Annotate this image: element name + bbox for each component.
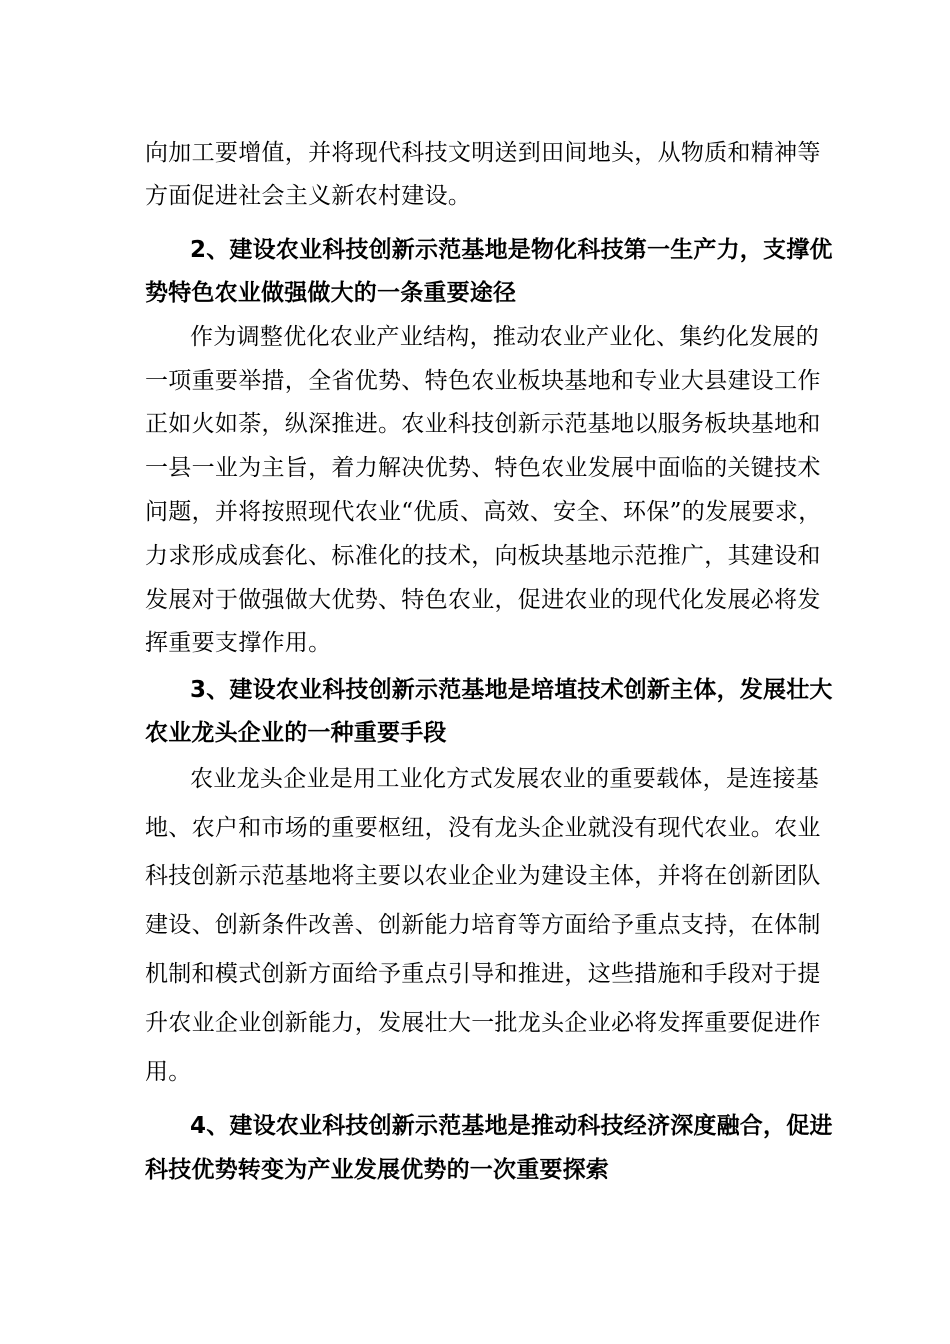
- section-2-body-line-1: 作为调整优化农业产业结构，推动农业产业化、集约化发展的: [190, 324, 820, 350]
- section-3-body-line-5: 机制和模式创新方面给予重点引导和推进，这些措施和手段对于提: [145, 961, 821, 987]
- section-3-body-line-3: 科技创新示范基地将主要以农业企业为建设主体，并将在创新团队: [145, 863, 821, 889]
- intro-line-1: 向加工要增值，并将现代科技文明送到田间地头，从物质和精神等: [145, 140, 821, 166]
- intro-line-2: 方面促进社会主义新农村建设。: [145, 183, 472, 209]
- section-4-heading-line-1: 4、建设农业科技创新示范基地是推动科技经济深度融合，促进: [190, 1113, 833, 1139]
- section-3-heading-line-2: 农业龙头企业的一种重要手段: [145, 720, 447, 746]
- section-2-body-line-2: 一项重要举措，全省优势、特色农业板块基地和专业大县建设工作: [145, 368, 821, 394]
- section-2-body-line-3: 正如火如荼，纵深推进。农业科技创新示范基地以服务板块基地和: [145, 411, 821, 437]
- section-2-body-line-8: 挥重要支撑作用。: [145, 630, 332, 656]
- section-2-heading-line-2: 势特色农业做强做大的一条重要途径: [145, 280, 517, 306]
- section-3-body-line-4: 建设、创新条件改善、创新能力培育等方面给予重点支持，在体制: [145, 912, 821, 938]
- section-3-body-line-7: 用。: [145, 1059, 192, 1085]
- section-2-body-line-7: 发展对于做强做大优势、特色农业，促进农业的现代化发展必将发: [145, 587, 821, 613]
- section-2-heading-line-1: 2、建设农业科技创新示范基地是物化科技第一生产力，支撑优: [190, 237, 833, 263]
- section-2-body-line-5: 问题，并将按照现代农业“优质、高效、安全、环保”的发展要求，: [145, 499, 822, 525]
- section-2-body-line-4: 一县一业为主旨，着力解决优势、特色农业发展中面临的关键技术: [145, 455, 821, 481]
- section-3-body-line-2: 地、农户和市场的重要枢纽，没有龙头企业就没有现代农业。农业: [145, 815, 821, 841]
- section-2-body-line-6: 力求形成成套化、标准化的技术，向板块基地示范推广，其建设和: [145, 543, 821, 569]
- section-3-body-line-6: 升农业企业创新能力，发展壮大一批龙头企业必将发挥重要促进作: [145, 1010, 821, 1036]
- section-4-heading-line-2: 科技优势转变为产业发展优势的一次重要探索: [145, 1157, 609, 1183]
- section-3-body-line-1: 农业龙头企业是用工业化方式发展农业的重要载体，是连接基: [190, 766, 820, 792]
- section-3-heading-line-1: 3、建设农业科技创新示范基地是培埴技术创新主体，发展壮大: [190, 677, 833, 703]
